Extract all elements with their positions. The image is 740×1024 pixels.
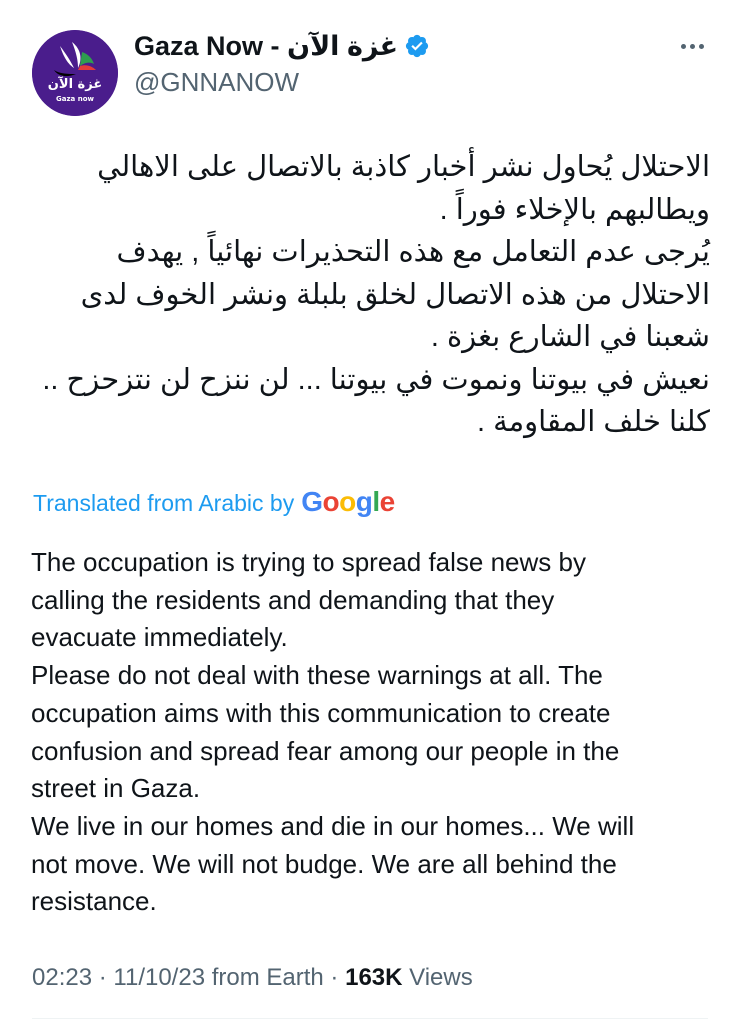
views-count: 163K	[345, 964, 403, 991]
tweet-metadata	[32, 961, 473, 995]
gaza-now-logo	[32, 30, 118, 116]
avatar-latin-text: Gaza now	[56, 95, 94, 103]
meta-separator: ·	[330, 964, 339, 991]
tweet-text-arabic: الاحتلال يُحاول نشر أخبار كاذبة بالاتصال على الاهالي ويطالبهم بالإخلاء فوراً . يُرجى عدم التعامل مع هذه التحذيرات نهائياً , يهدف الاحتلال من هذه الاتصال لخلق بلبلة ونشر الخوف لدى شعبنا في الشارع بغزة . نعيش في بيوتنا ونموت في بيوتنا ... لن ننزح لن نتزحزح .. كلنا خلف المقاومة .	[42, 151, 710, 438]
author-handle[interactable]: @GNNANOW	[134, 67, 300, 97]
avatar[interactable]	[32, 30, 118, 116]
translation-attribution	[33, 486, 395, 520]
avatar-arabic-text: غزة الآن	[47, 77, 103, 92]
google-logo: Google	[301, 486, 395, 517]
divider	[32, 1018, 708, 1019]
views-label: Views	[409, 964, 473, 991]
author-name-row	[134, 30, 430, 62]
tweet-text-translation: The occupation is trying to spread false news by calling the residents and demanding that they evacuate immediately. Please do not deal with these warnings at all. The occupation aims with this communication to create confusion and spread fear among our people in the street in Gaza. We live in our homes and die in our homes... We will not move. We will not budge. We are all behind the resistance.	[31, 547, 635, 917]
tweet-source: from Earth	[211, 964, 324, 991]
tweet-time[interactable]: 02:23	[32, 964, 93, 991]
more-horizontal-icon	[681, 44, 686, 49]
translated-from-link[interactable]: Translated from Arabic by	[33, 490, 295, 516]
more-options-button[interactable]	[672, 30, 712, 62]
verified-badge-icon[interactable]	[404, 33, 430, 59]
meta-separator: ·	[98, 964, 107, 991]
display-name[interactable]: Gaza Now - غزة الآن	[134, 31, 399, 61]
tweet-date[interactable]: 11/10/23	[113, 964, 206, 991]
